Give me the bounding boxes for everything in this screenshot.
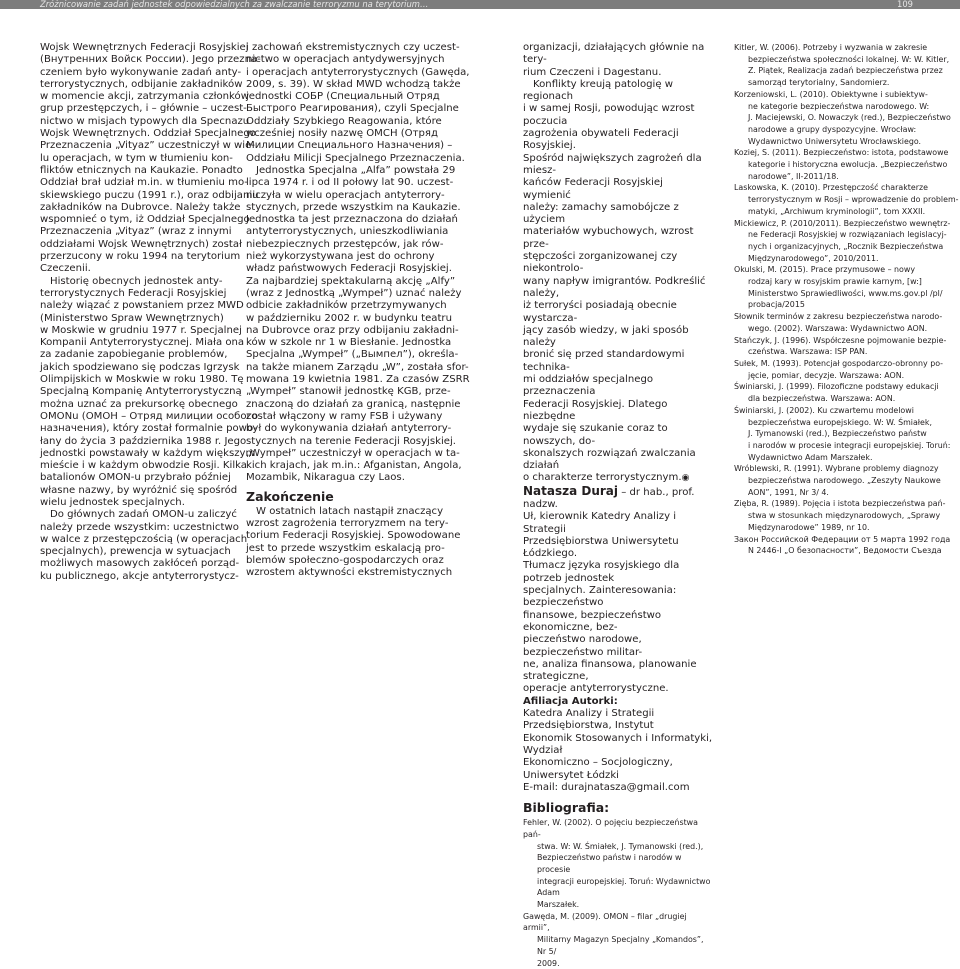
text-line: Ekonomiczno – Socjologiczny, Uniwersytet Łódzki [523, 757, 673, 781]
text-line: Historię obecnych jednostek anty- [50, 275, 223, 287]
bibliography-line: Ministerstwo Sprawiedliwości, www.ms.gov.pl /pl/ [748, 288, 943, 298]
bibliography-line: 2009. [537, 958, 560, 968]
bibliography-line: nych i organizacyjnych, „Rocznik Bezpieczeństwa [748, 241, 944, 251]
text-line: odbicie zakładników przetrzymywanych [246, 300, 447, 312]
text-line: Spośród największych zagrożeń dla miesz- [523, 152, 702, 176]
bibliography-entry [734, 264, 960, 311]
bibliography-line: narodowe”, II-2011/18. [748, 171, 839, 181]
bibliography-entry [734, 218, 960, 265]
bibliography-line: Korzeniowski, L. (2010). Obiektywne i subiektyw- [734, 89, 928, 99]
text-line: antyterrorystycznych, unieszkodliwiania [246, 226, 449, 238]
text-line: finansowe, bezpieczeństwo ekonomiczne, bez- [523, 609, 662, 633]
bibliography-line: matyki, „Archiwum kryminologii”, tom XXXII. [748, 206, 926, 216]
bibliography-entry [734, 42, 960, 89]
text-line: wydaje się szukanie coraz to nowszych, do- [523, 423, 668, 447]
text-line: i w samej Rosji, powodując wzrost poczucia [523, 103, 695, 127]
c1-para-3 [40, 509, 262, 583]
bibliography-entry [734, 182, 960, 217]
text-line: operacje antyterrorystyczne. [523, 683, 669, 695]
bibliography-line: i narodów w procesie integracji europejskiej. Toruń: [748, 440, 951, 450]
bibliography-line: J. Maciejewski, O. Nowaczyk (red.), Bezpieczeństwo [748, 113, 951, 123]
bibliography-entry [734, 405, 960, 464]
running-title: Zróżnicowanie zadań jednostek odpowiedzialnych za zwalczanie terroryzmu na terytorium… [40, 0, 429, 9]
bibliography-line: Bezpieczeństwo państw i narodów w procesie [537, 853, 682, 874]
bibliography-entry [734, 498, 960, 533]
bibliography-line: Z. Piątek, Realizacja zadań bezpieczeństwa przez [748, 66, 943, 76]
text-line: wzrostem aktywności ekstremistycznych [246, 567, 453, 579]
bibliography-line: Laskowska, K. (2010). Przestępczość charakterze [734, 183, 928, 193]
bibliography-line: stwa w stosunkach międzynarodowych, „Sprawy [748, 511, 941, 521]
text-line: czeniem było wykonywanie zadań anty- [40, 66, 242, 78]
text-line: wcześniej nosiły nazwę ОМСН (Отряд [246, 128, 438, 140]
bibliography-line: jęcie, pomiar, decyzje. Warszawa: AON. [748, 370, 905, 380]
text-line: za zadanie zapobieganie problemów, [40, 349, 228, 361]
bibliography-line: narodowe a grupy dyspozycyjne. Wrocław: [748, 124, 917, 134]
bibliography-entry [734, 534, 960, 557]
text-line: należy wiązać z powstaniem przez MWD [40, 300, 244, 312]
bibliography-line: wego. (2002). Warszawa: Wydawnictwo AON. [748, 323, 928, 333]
text-line: (Ministerstwo Spraw Wewnętrznych) [40, 312, 224, 324]
text-line: W ostatnich latach nastąpił znaczący [256, 505, 444, 517]
text-line: jednostki powstawały w każdym większym [40, 447, 256, 459]
c2-para-2 [246, 165, 474, 485]
c1-para-2 [40, 276, 262, 510]
text-line: wielu jednostek specjalnych. [40, 496, 185, 508]
text-line: łany do życia 3 października 1988 r. Jego [40, 435, 247, 447]
text-line: Olimpijskich w Moskwie w roku 1980. Tę [40, 374, 244, 386]
text-line: (Внутренних Войск России). Jego przezna- [40, 54, 261, 66]
bibliography-line: ne Federacji Rosyjskiej w rozwiązaniach legislacyj- [748, 230, 947, 240]
text-line: należy przede wszystkim: uczestnictwo [40, 521, 239, 533]
bibliography-line: integracji europejskiej. Toruń: Wydawnictwo Adam [537, 876, 711, 898]
bibliography-line: bezpieczeństwa społeczności lokalnej. W: W. Kitler, [748, 54, 950, 64]
text-line: został włączony w ramy FSB i używany [246, 410, 443, 422]
bibliography-line: Wróblewski, R. (1991). Wybrane problemy diagnozy [734, 464, 939, 474]
text-line: (wraz z Jednostką „Wympeł”) uznać należy [246, 287, 462, 299]
text-line: Przedsiębiorstwa Uniwersytetu Łódzkiego. [523, 535, 679, 560]
bibliography-line: dla bezpieczeństwa. Warszawa: AON. [748, 394, 896, 404]
text-line: własne nazwy, by wyróżnić się spośród [40, 484, 238, 496]
text-line: nictwo w operacjach antydywersyjnych [246, 54, 445, 66]
bibliography-line: J. Tymanowski (red.), Bezpieczeństwo państw [748, 429, 927, 439]
text-line: Za najbardziej spektakularną akcję „Alfy” [246, 275, 456, 287]
text-line: Oddziały Szybkiego Reagowania, które [246, 115, 442, 127]
bibliography-line: Międzynarodowe” 1989, nr 10. [748, 522, 870, 532]
author-title: – dr hab., prof. nadzw. [523, 486, 695, 510]
text-line: Przeznaczenia „Vityaz” (wraz z innymi [40, 226, 232, 238]
bibliography-entry [734, 463, 960, 498]
bibliography-line: Wydawnictwo Uniwersytetu Wrocławskiego. [748, 136, 922, 146]
page-number: 109 [897, 0, 913, 9]
c2-para-1 [246, 42, 474, 165]
bibliography-line: Fehler, W. (2002). O pojęciu bezpieczeństwa pań- [523, 818, 698, 839]
text-line: „Wympeł” uczestniczył w operacjach w ta- [246, 447, 460, 459]
text-line: należy: zamachy samobójcze z użyciem [523, 201, 679, 226]
running-header [0, 0, 960, 9]
text-line: skiewskiego puczu (1991 r.), oraz odbijaniu [40, 189, 259, 201]
text-line: możliwych masowych zakłóceń porząd- [40, 558, 240, 570]
text-line: „Wympeł” stanowił jednostkę KGB, prze- [246, 386, 451, 398]
bibliography-entry [734, 89, 960, 148]
bibliography-entry [734, 311, 960, 334]
bibliography-line: Okulski, M. (2015). Prace przymusowe – nowy [734, 265, 916, 275]
bibliography-line: kategorie i historyczna ewolucja. „Bezpieczeństwo [748, 160, 948, 170]
text-line: Jednostka Specjalna „Alfa” powstała 29 [256, 164, 456, 176]
text-line: назначения), który został formalnie powo- [40, 423, 257, 435]
bibliography-entry [734, 381, 960, 404]
text-line: wspomnieć o tym, iż Oddział Specjalnego [40, 214, 250, 226]
text-line: Милиции Специального Назначения) – [246, 140, 453, 152]
text-line: ne, analiza finansowa, planowanie strategiczne, [523, 658, 697, 683]
text-line: organizacji, działających głównie na tery- [523, 42, 705, 66]
text-line: OMONu (ОМОН – Отряд милиции особого [40, 410, 259, 422]
text-line: bronić się przed standardowymi technika- [523, 349, 685, 373]
affiliation [523, 708, 713, 794]
text-line: Oddziału Milicji Specjalnego Przeznaczenia. [246, 152, 465, 164]
text-line: oddziałami Wojsk Wewnętrznych) został [40, 238, 242, 250]
c2-para-3 [246, 506, 474, 580]
text-line: iż terroryści posiadają obecnie wystarcza- [523, 300, 677, 324]
text-line: Wojsk Wewnętrznych. Oddział Specjalnego [40, 128, 256, 140]
text-line: jest to przede wszystkim eskalacją pro- [246, 542, 445, 554]
bibliography-entry [523, 911, 713, 969]
bibliography-line: terrorystycznym w Rosji – wprowadzenie do problem- [748, 195, 959, 205]
text-line: wany napływ imigrantów. Podkreślić należy, [523, 275, 706, 299]
text-line: kańców Federacji Rosyjskiej wymienić [523, 177, 663, 201]
text-line: Tłumacz języka rosyjskiego dla potrzeb jednostek [523, 560, 680, 584]
bibliography-line: bezpieczeństwa europejskiego. W: W. Śmiałek, [748, 417, 932, 427]
text-line: i zachowań ekstremistycznych czy uczest- [246, 42, 460, 53]
bibliography-line: Koziej, S. (2011). Bezpieczeństwo: istota, podstawowe [734, 148, 949, 158]
text-line: na także mianem Zarządu „W”, została sfor- [246, 361, 469, 373]
bibliography-line: ne kategorie bezpieczeństwa narodowego. W: [748, 101, 930, 111]
bibliography-entry [734, 335, 960, 358]
eye-icon: ◉ [681, 473, 690, 484]
affiliation-label: Afiliacja Autorki: [523, 695, 618, 707]
text-line: niczyła w wielu operacjach antyterrory- [246, 189, 445, 201]
text-line: w październiku 2002 r. w budynku teatru [246, 312, 452, 324]
text-line: stycznych na terenie Federacji Rosyjskiej. [246, 435, 456, 447]
text-line: E-mail: durajnatasza@gmail.com [523, 781, 690, 793]
bibliography-line: czeństwa. Warszawa: ISP PAN. [748, 347, 868, 357]
bibliography-line: AON”, 1991, Nr 3/ 4. [748, 487, 829, 497]
text-line: Przeznaczenia „Vityaz” uczestniczył w wie- [40, 140, 255, 152]
text-line: ków w szkole nr 1 w Biesłanie. Jednostka [246, 337, 452, 349]
text-line: jednostki СОБР (Специальный Отряд [246, 91, 440, 103]
bibliography-heading: Bibliografia: [523, 800, 610, 816]
text-line: nictwo w misjach typowych dla Specnazu [40, 115, 250, 127]
bibliography-list-2 [734, 42, 960, 557]
text-line: 2009, s. 39). W skład MWD wchodzą także [246, 78, 461, 90]
text-line: materiałów wybuchowych, wzrost prze- [523, 226, 694, 250]
bibliography-line: Świniarski, J. (1999). Filozoficzne podstawy edukacji [734, 382, 939, 392]
text-line: Specjalną Kompanię Antyterrorystyczną [40, 386, 242, 398]
bibliography-line: Zięba, R. (1989). Pojęcia i istota bezpieczeństwa pań- [734, 499, 946, 509]
c1-para-1 [40, 42, 262, 276]
text-line: Uł, kierownik Katedry Analizy i Strategii [523, 511, 677, 535]
text-line: znaczoną do działań za granicą, następnie [246, 398, 461, 410]
text-line: mi oddziałów specjalnego przeznaczenia [523, 374, 654, 398]
text-line: nież wykorzystywana jest do ochrony [246, 251, 435, 263]
bibliography-line: Międzynarodowego”, 2010/2011. [748, 253, 879, 263]
text-line: rium Czeczeni i Dagestanu. [523, 66, 662, 78]
bibliography-line: Gawęda, M. (2009). OMON – filar „drugiej armii”, [523, 911, 687, 933]
bibliography-line: Закон Российской Федерации от 5 марта 1992 года [734, 534, 951, 544]
text-line: w Moskwie w grudniu 1977 r. Specjalnej [40, 324, 242, 336]
text-line: Specjalna „Wympeł” („Вымпел”), określa- [246, 349, 459, 361]
bibliography-line: N 2446-I „О безопасности”, Ведомости Съезда [748, 546, 942, 556]
text-line: stępczości zorganizowanej czy niekontrolo- [523, 251, 678, 275]
bibliography-line: rodzaj kary w rosyjskim prawie karnym, [w:] [748, 277, 922, 287]
text-line: blemów społeczno-gospodarczych oraz [246, 554, 444, 566]
text-line: władz państwowych Federacji Rosyjskiej. [246, 263, 452, 275]
text-line: Konflikty kreują patologię w regionach [523, 78, 674, 103]
text-line: na Dubrovce oraz przy odbijaniu zakładni- [246, 324, 459, 336]
text-line: specjalnych), prewencja w sytuacjach [40, 546, 231, 558]
column-3 [523, 42, 713, 969]
text-line: Jednostka ta jest przeznaczona do działań [246, 214, 458, 226]
column-1 [40, 42, 262, 583]
text-line: Mozambik, Nikaragua czy Laos. [246, 472, 405, 484]
bibliography-line: Mickiewicz, P. (2010/2011). Bezpieczeństwo wewnętrz- [734, 218, 951, 228]
author-bio [523, 511, 713, 695]
text-line: jący zasób wiedzy, w jaki sposób należy [523, 324, 689, 349]
text-line: był do wykonywania działań antyterrory- [246, 423, 452, 435]
bibliography-line: stwa. W: W. Śmiałek, J. Tymanowski (red.), [537, 841, 704, 851]
bibliography-line: probacja/2015 [748, 300, 805, 310]
author-line [523, 485, 713, 512]
text-line: zagrożenia obywateli Federacji Rosyjskiej. [523, 128, 679, 152]
text-line: Kompanii Antyterrorystycznej. Miała ona [40, 337, 245, 349]
column-2 [246, 42, 474, 579]
text-line: specjalnych. Zainteresowania: bezpieczeństwo [523, 585, 677, 609]
text-line: Wojsk Wewnętrznych Federacji Rosyjskiej [40, 42, 249, 53]
text-line: przerzucony w roku 1994 na terytorium [40, 251, 241, 263]
text-line: zakładników na Dubrovce. Należy także [40, 201, 241, 213]
text-line: w walce z przestępczością (w operacjach [40, 533, 248, 545]
c3-para-1 [523, 42, 713, 79]
text-line: mieście i w każdym obwodzie Rosji. Kilka [40, 460, 247, 472]
text-line: fliktów etnicznych na Kaukazie. Ponadto [40, 164, 243, 176]
text-line: niebezpiecznych przestępców, jak rów- [246, 238, 444, 250]
text-line: można uznać za prekursorkę obecnego [40, 398, 238, 410]
text-line: Czeczenii. [40, 263, 91, 275]
bibliography-entry [734, 147, 960, 182]
bibliography-entry [734, 358, 960, 381]
text-line: Do głównych zadań OMON-u zaliczyć [50, 509, 237, 521]
text-line: wzrost zagrożenia terroryzmem na tery- [246, 517, 449, 529]
text-line: w momencie akcji, zatrzymania członków [40, 91, 249, 103]
section-heading-conclusion: Zakończenie [246, 488, 334, 504]
text-line: torium Federacji Rosyjskiej. Spowodowane [246, 530, 461, 542]
text-line: grup przestępczych, i – głównie – uczest- [40, 103, 247, 115]
bibliography-line: Kitler, W. (2006). Potrzeby i wyzwania w zakresie [734, 43, 928, 52]
text-line: o charakterze terrorystycznym.◉ [523, 472, 690, 484]
text-line: kich krajach, jak m.in.: Afganistan, Angola, [246, 460, 462, 472]
column-4 [734, 42, 960, 557]
text-line: stycznych, przede wszystkim na Kaukazie. [246, 201, 461, 213]
text-line: Быстрого Реагирования), czyli Specjalne [246, 103, 459, 115]
text-line: lu operacjach, w tym w tłumieniu kon- [40, 152, 233, 164]
text-line: pieczeństwo narodowe, bezpieczeństwo militar- [523, 634, 643, 658]
bibliography-entry [523, 817, 713, 911]
text-line: mowana 19 kwietnia 1981. Za czasów ZSRR [246, 374, 470, 386]
text-line: terrorystycznych Federacji Rosyjskiej [40, 287, 227, 299]
bibliography-line: Świniarski, J. (2002). Ku czwartemu modelowi [734, 405, 914, 415]
text-line: batalionów OMON-u przybrało później [40, 472, 231, 484]
text-line: Federacji Rosyjskiej. Dlatego niezbędne [523, 398, 668, 422]
text-line: lipca 1974 r. i od II połowy lat 90. uczest- [246, 177, 454, 189]
text-line: terrorystycznych, odbijanie zakładników [40, 78, 243, 90]
bibliography-line: bezpieczeństwa narodowego. „Zeszyty Naukowe [748, 476, 941, 486]
bibliography-line: samorząd terytorialny, Sandomierz. [748, 78, 890, 88]
c3-para-2 [523, 79, 713, 485]
bibliography-line: Wydawnictwo Adam Marszałek. [748, 452, 873, 462]
bibliography-line: Marszałek. [537, 900, 580, 910]
bibliography-line: Słownik terminów z zakresu bezpieczeństwa narodo- [734, 312, 943, 322]
text-line: Katedra Analizy i Strategii Przedsiębiorstwa, Instytut [523, 708, 655, 732]
bibliography-line: Militarny Magazyn Specjalny „Komandos”, Nr 5/ [537, 935, 704, 956]
bibliography-line: Stańczyk, J. (1996). Współczesne pojmowanie bezpie- [734, 335, 947, 345]
text-line: skonalszych rozwiązań zwalczania działań [523, 447, 696, 472]
bibliography-line: Sułek, M. (1993). Potencjał gospodarczo-obronny po- [734, 358, 944, 368]
text-line: Oddział brał udział m.in. w tłumieniu mo- [40, 177, 248, 189]
text-line: jakich spodziewano się podczas Igrzysk [40, 361, 240, 373]
text-line: i operacjach antyterrorystycznych (Gawęda, [246, 66, 470, 78]
author-name: Natasza Duraj [523, 483, 619, 498]
bibliography-list-1 [523, 817, 713, 969]
text-line: Ekonomik Stosowanych i Informatyki, Wydział [523, 732, 713, 756]
text-line: ku publicznego, akcje antyterrorystycz- [40, 570, 239, 582]
